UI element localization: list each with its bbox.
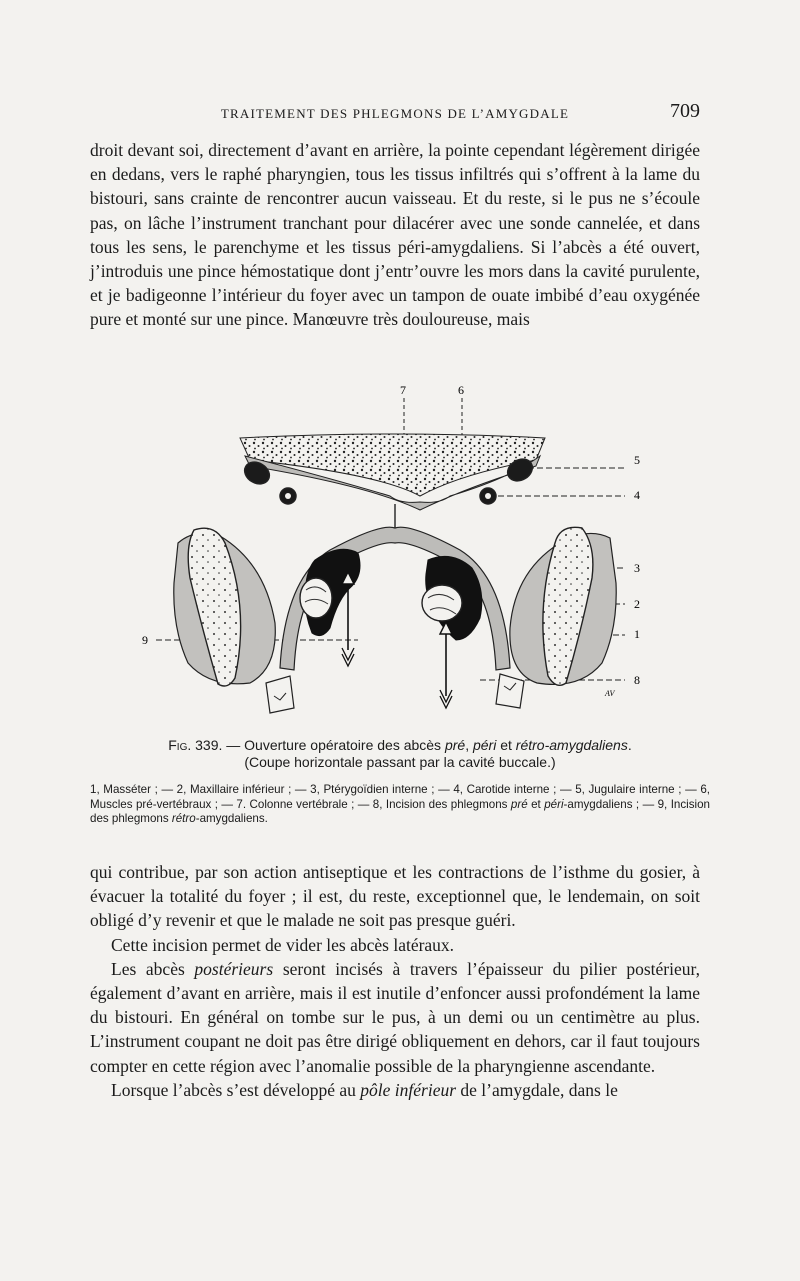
- vertebral-column: [240, 434, 545, 496]
- label-8: 8: [634, 673, 640, 687]
- left-carotid-lumen: [285, 493, 291, 499]
- legend-pre: pré: [510, 797, 528, 811]
- right-carotid-lumen: [485, 493, 491, 499]
- label-7: 7: [400, 383, 406, 397]
- label-4: 4: [634, 488, 640, 502]
- right-tonsil: [422, 585, 462, 621]
- legend-et: et: [527, 797, 545, 811]
- legend-part1: 1, Masséter ; — 2, Maxillaire inférieur ; — 3, Ptérygoïdien interne ; — 4, Carotide interne ; — 5, Jugulaire interne ; — 6, Muscles pré-vertébraux ; — 7. Colonne vertébrale ; — 8, Incision des phlegmons: [90, 783, 710, 811]
- top-paragraph: [90, 138, 700, 332]
- p3-rest: seront incisés à travers l’épaisseur du pilier postérieur, également d’avant en arrière, mais il est inutile d’enfoncer aussi profondément la lame du bistouri. En général on tombe sur le pus, à un demi ou un centimètre au plus. L’instrument coupant ne doit pas être dirigé obliquement en dehors, car il faut toujours compter en cette région avec l’anomalie possible de la pharyngienne ascendante.: [90, 958, 700, 1076]
- bottom-paragraph-2: Cette incision permet de vider les abcès latéraux.: [111, 934, 455, 955]
- caption-peri: péri: [472, 737, 497, 753]
- label-5: 5: [634, 453, 640, 467]
- legend-retro: rétro: [171, 812, 196, 825]
- label-9: 9: [142, 633, 148, 647]
- top-paragraph-text: droit devant soi, directement d’avant en arrière, la pointe cependant légèrement dirigée en dedans, vers le raphé pharyngien, tous les tissus infiltrés qui s’offrent à la lame du bistouri, sans crainte de rencontrer aucun vaisseau. Et du reste, si le pus ne s’écoule pas, on lâche l’instrument tranchant pour dilacérer avec une sonde cannelée, et dans tous les sens, le parenchyme et les tissus péri-amygdaliens. Si l’abcès a été ouvert, j’introduis une pince hémostatique dont j’entr’ouvre les mors dans la cavité purulente, et je badigeonne l’intérieur du foyer avec un tampon de ouate imbibé d’eau oxygénée pure et monté sur une pince. Manœuvre très douloureuse, mais: [90, 140, 700, 330]
- bottom-paragraph-1: qui contribue, par son action antiseptique et les contractions de l’isthme du gosier, à évacuer la totalité du foyer ; il est, du reste, exceptionnel que, le lendemain, on soit obligé d’y revenir et que le malade ne soit pas presque guéri.: [90, 862, 700, 931]
- bottom-paragraph-4: [90, 1078, 700, 1102]
- caption-end: .: [627, 737, 632, 753]
- caption-legend: [90, 783, 710, 827]
- label-1: 1: [634, 627, 640, 641]
- label-6: 6: [458, 383, 464, 397]
- bottom-text: [90, 860, 700, 1102]
- caption-fig-label: Fig. 339.: [168, 737, 223, 753]
- p3-emphasis: postérieurs: [194, 958, 274, 979]
- p4-rest: de l’amygdale, dans le: [456, 1079, 618, 1100]
- bottom-paragraph-3: [90, 957, 700, 1078]
- running-head: [90, 100, 700, 128]
- running-title: TRAITEMENT DES PHLEGMONS DE L’AMYGDALE: [220, 106, 570, 121]
- right-tooth: [496, 674, 524, 708]
- p4-emphasis: pôle inférieur: [360, 1079, 457, 1100]
- caption-sep: ,: [465, 737, 473, 753]
- left-tonsil: [300, 578, 332, 618]
- label-2: 2: [634, 597, 640, 611]
- label-3: 3: [634, 561, 640, 575]
- legend-part2: -amygdaliens ; — 9, Incision des phlegmons: [90, 797, 710, 825]
- legend-part3: -amygdaliens.: [195, 812, 268, 825]
- caption-subtitle: (Coupe horizontale passant par la cavité buccale.): [244, 754, 556, 770]
- left-incision-arrow-fletching: [342, 648, 354, 666]
- engraver-signature: AV: [605, 689, 615, 698]
- caption-and: et: [496, 737, 516, 753]
- figure-339: [90, 378, 710, 723]
- left-tooth: [266, 676, 294, 713]
- caption-title: [90, 737, 710, 771]
- legend-peri: péri: [544, 797, 564, 811]
- caption-dash: —: [222, 737, 245, 753]
- page-number: 709: [670, 100, 700, 122]
- caption-retro: rétro-amygdaliens: [515, 737, 628, 753]
- anatomical-diagram: [90, 378, 710, 723]
- caption-title-start: Ouverture opératoire des abcès: [244, 737, 445, 753]
- p3-start: Les abcès: [111, 958, 195, 979]
- figure-caption: [90, 737, 710, 827]
- p4-start: Lorsque l’abcès s’est développé au: [111, 1079, 361, 1100]
- caption-pre: pré: [444, 737, 466, 753]
